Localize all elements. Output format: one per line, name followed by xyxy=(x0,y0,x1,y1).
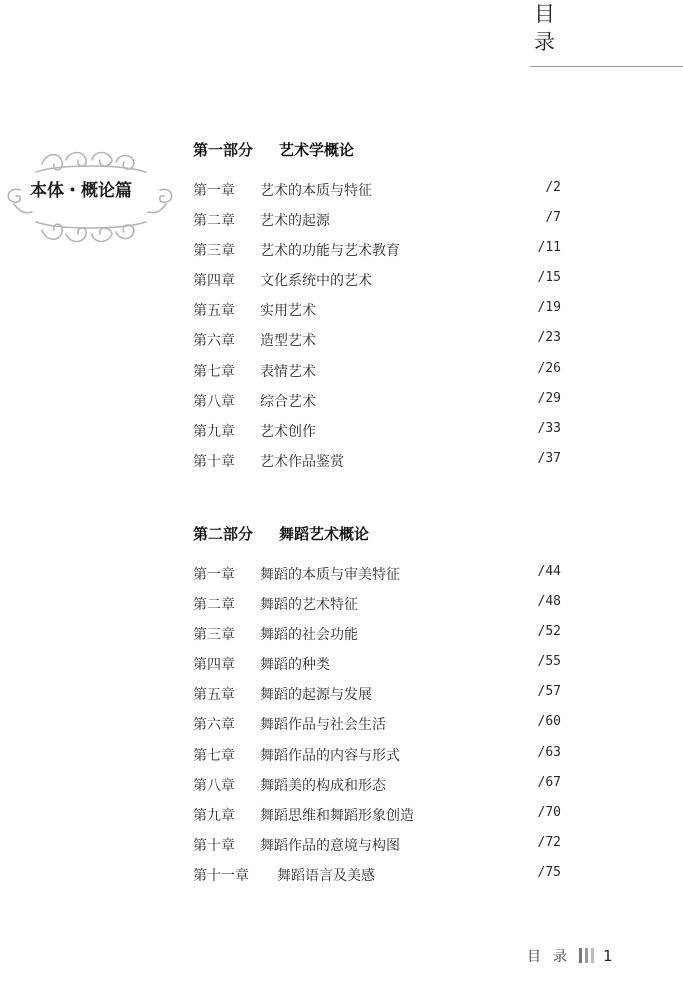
toc-entry[interactable] xyxy=(193,835,563,865)
chapter-page: /7 xyxy=(545,210,561,226)
chapter-page: /57 xyxy=(537,684,561,700)
chapter-page: /15 xyxy=(537,270,561,286)
chapter-page: /55 xyxy=(537,654,561,670)
toc-entry[interactable] xyxy=(193,564,563,594)
chapter-number: 第十一章 xyxy=(193,867,249,884)
chapter-title: 造型艺术 xyxy=(260,333,316,350)
chapter-page: /11 xyxy=(537,240,561,256)
chapter-title: 舞蹈的社会功能 xyxy=(260,627,358,644)
toc-entry[interactable] xyxy=(193,654,563,684)
toc-entry[interactable] xyxy=(193,210,563,240)
part-heading-2 xyxy=(193,523,369,544)
chapter-page: /52 xyxy=(537,624,561,640)
chapter-title: 舞蹈作品的内容与形式 xyxy=(260,747,400,764)
header-rule xyxy=(530,66,683,67)
chapter-number: 第四章 xyxy=(193,273,235,290)
chapter-title: 舞蹈作品的意境与构图 xyxy=(260,837,400,854)
chapter-number: 第六章 xyxy=(193,717,235,734)
chapter-page: /67 xyxy=(537,774,561,790)
part-number: 第一部分 xyxy=(193,141,254,159)
chapter-number: 第七章 xyxy=(193,747,235,764)
chapter-number: 第八章 xyxy=(193,393,235,410)
chapter-title: 舞蹈作品与社会生活 xyxy=(260,717,386,734)
chapter-number: 第五章 xyxy=(193,687,235,704)
chapter-title: 艺术的起源 xyxy=(260,213,330,230)
chapter-page: /33 xyxy=(537,420,561,436)
chapter-number: 第四章 xyxy=(193,657,235,674)
chapter-title: 文化系统中的艺术 xyxy=(260,273,372,290)
chapter-number: 第三章 xyxy=(193,243,235,260)
chapter-number: 第一章 xyxy=(193,567,235,583)
part-heading-1 xyxy=(193,139,354,160)
chapter-page: /75 xyxy=(537,864,561,880)
part-title: 舞蹈艺术概论 xyxy=(279,525,370,543)
page-title xyxy=(534,0,555,56)
chapter-number: 第一章 xyxy=(193,183,235,199)
part-title: 艺术学概论 xyxy=(279,141,355,159)
chapter-number: 第六章 xyxy=(193,333,235,350)
chapter-number: 第九章 xyxy=(193,423,235,440)
toc-entry[interactable] xyxy=(193,451,563,481)
chapter-page: /70 xyxy=(537,804,561,820)
chapter-page: /48 xyxy=(537,594,561,610)
toc-entry[interactable] xyxy=(193,745,563,775)
toc-entry[interactable] xyxy=(193,240,563,270)
toc-entry[interactable] xyxy=(193,775,563,805)
chapter-title: 艺术作品鉴赏 xyxy=(260,453,344,470)
toc-entry[interactable] xyxy=(193,714,563,744)
chapter-number: 第十章 xyxy=(193,837,235,854)
chapter-page: /2 xyxy=(545,180,561,195)
chapter-number: 第二章 xyxy=(193,213,235,230)
chapter-number: 第八章 xyxy=(193,777,235,794)
toc-entry[interactable] xyxy=(193,684,563,714)
footer-bars-icon xyxy=(579,948,597,967)
chapter-title: 舞蹈的艺术特征 xyxy=(260,597,358,614)
toc-list-part-2 xyxy=(193,564,563,895)
chapter-number: 第十章 xyxy=(193,453,235,470)
chapter-title: 艺术创作 xyxy=(260,423,316,440)
chapter-title: 舞蹈思维和舞蹈形象创造 xyxy=(260,807,414,824)
chapter-title: 舞蹈的本质与审美特征 xyxy=(260,567,400,583)
chapter-page: /23 xyxy=(537,330,561,346)
chapter-number: 第三章 xyxy=(193,627,235,644)
chapter-title: 舞蹈的种类 xyxy=(260,657,330,674)
chapter-number: 第九章 xyxy=(193,807,235,824)
toc-entry[interactable] xyxy=(193,624,563,654)
toc-entry[interactable] xyxy=(193,300,563,330)
chapter-title: 实用艺术 xyxy=(260,303,316,320)
chapter-page: /37 xyxy=(537,450,561,466)
chapter-title: 艺术的本质与特征 xyxy=(260,183,372,199)
chapter-page: /26 xyxy=(537,360,561,376)
chapter-title: 艺术的功能与艺术教育 xyxy=(260,243,400,260)
part-number: 第二部分 xyxy=(193,525,254,543)
page-title-line-2: 录 xyxy=(534,30,555,54)
chapter-title: 表情艺术 xyxy=(260,363,316,380)
chapter-title: 舞蹈的起源与发展 xyxy=(260,687,372,704)
toc-entry[interactable] xyxy=(193,805,563,835)
chapter-title: 综合艺术 xyxy=(260,393,316,410)
page-title-line-1: 目 xyxy=(534,2,555,26)
toc-entry[interactable] xyxy=(193,270,563,300)
chapter-page: /60 xyxy=(537,714,561,730)
chapter-number: 第七章 xyxy=(193,363,235,380)
footer-label: 目录 xyxy=(527,949,579,965)
chapter-title: 舞蹈美的构成和形态 xyxy=(260,777,386,794)
chapter-page: /19 xyxy=(537,300,561,316)
chapter-title: 舞蹈语言及美感 xyxy=(277,867,375,884)
chapter-page: /72 xyxy=(537,834,561,850)
toc-list-part-1 xyxy=(193,180,563,481)
chapter-number: 第五章 xyxy=(193,303,235,320)
toc-entry[interactable] xyxy=(193,421,563,451)
toc-entry[interactable] xyxy=(193,594,563,624)
page-footer xyxy=(527,946,613,967)
toc-entry[interactable] xyxy=(193,391,563,421)
chapter-number: 第二章 xyxy=(193,597,235,614)
chapter-page: /44 xyxy=(537,564,561,579)
toc-entry[interactable] xyxy=(193,865,563,895)
toc-entry[interactable] xyxy=(193,361,563,391)
chapter-page: /29 xyxy=(537,390,561,406)
toc-entry[interactable] xyxy=(193,180,563,210)
chapter-page: /63 xyxy=(537,744,561,760)
toc-entry[interactable] xyxy=(193,330,563,360)
page-number: 1 xyxy=(603,947,613,965)
section-ornament-label: 本体・概论篇 xyxy=(30,181,132,201)
